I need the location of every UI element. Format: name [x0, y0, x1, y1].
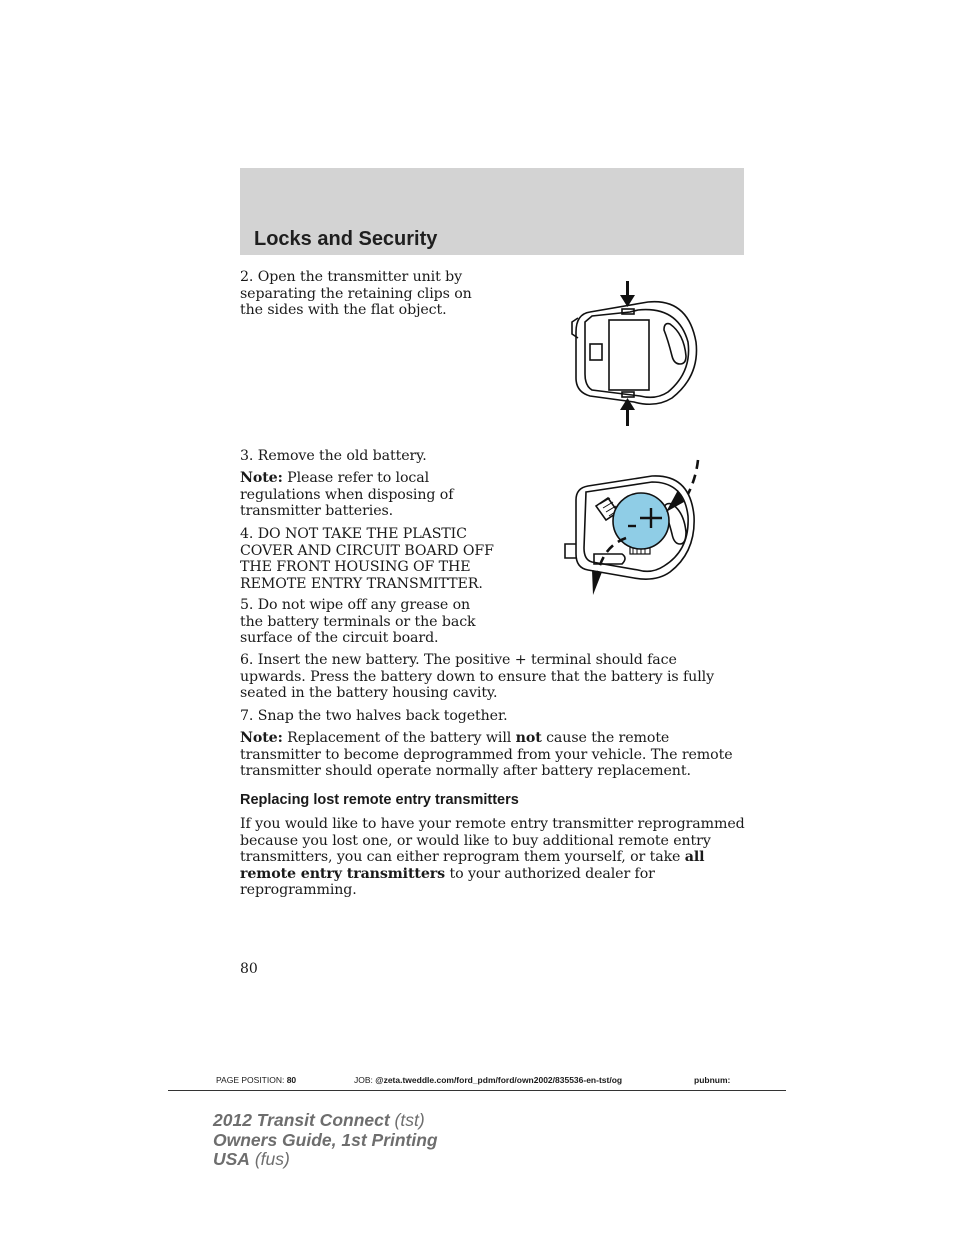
transmitter-open-clips-illustration	[560, 278, 702, 428]
footer-job	[354, 1075, 622, 1085]
note-disposal	[240, 470, 496, 520]
note-label: Note:	[240, 470, 283, 486]
footer-label: PAGE POSITION:	[216, 1075, 285, 1085]
section-header-band	[240, 168, 744, 255]
note-text: Replacement of the battery will	[282, 730, 516, 746]
note-deprogram	[240, 730, 746, 780]
step-3: 3. Remove the old battery.	[240, 448, 427, 464]
body-text: If you would like to have your remote entry transmitter reprogrammed because you lost one, or would like to buy additional remote entry transmitters, you can either reprogram them yourself, or take	[240, 816, 745, 865]
body-text: to your authorized dealer for reprogramming.	[240, 865, 655, 898]
footer-pubnum	[694, 1075, 730, 1085]
footer-value: 80	[286, 1075, 297, 1085]
step-7: 7. Snap the two halves back together.	[240, 708, 508, 724]
imprint-market-code: (fus)	[249, 1149, 290, 1169]
subheading-replacing-lost-transmitters: Replacing lost remote entry transmitters	[240, 792, 519, 808]
body-emphasis: all remote entry transmitters	[240, 849, 705, 882]
step-4: 4. DO NOT TAKE THE PLASTIC COVER AND CIRCUIT BOARD OFF THE FRONT HOUSING OF THE REMOTE ENTRY TRANSMITTER.	[240, 526, 494, 592]
imprint-model: 2012 Transit Connect	[213, 1110, 390, 1130]
print-imprint	[213, 1111, 438, 1170]
imprint-market-line	[213, 1150, 438, 1170]
note-text: Please refer to local regulations when disposing of transmitter batteries.	[240, 470, 454, 519]
footer-label: JOB:	[354, 1075, 373, 1085]
step-2: 2. Open the transmitter unit by separating the retaining clips on the sides with the flat object.	[240, 269, 472, 318]
imprint-market: USA	[213, 1149, 250, 1169]
note-emphasis: not	[515, 730, 542, 746]
imprint-model-line	[213, 1111, 438, 1131]
section-title: Locks and Security	[254, 228, 438, 250]
note-text: cause the remote transmitter to become deprogrammed from your vehicle. The remote transmitter should operate normally after battery replacement.	[240, 730, 733, 779]
note-label: Note:	[240, 730, 283, 746]
footer-value: @zeta.tweddle.com/ford_pdm/ford/own2002/835536-en-tst/og	[375, 1075, 623, 1085]
footer-label: pubnum:	[694, 1075, 731, 1085]
page-number: 80	[240, 961, 258, 977]
step-6: 6. Insert the new battery. The positive + terminal should face upwards. Press the battery down to ensure that the battery is fully seated in the battery housing cavity.	[240, 652, 714, 701]
footer-divider	[168, 1090, 786, 1091]
battery-removal-illustration	[560, 454, 705, 599]
replacing-body	[240, 816, 746, 899]
imprint-guide: Owners Guide, 1st Printing	[213, 1129, 438, 1150]
imprint-model-code: (tst)	[389, 1110, 425, 1130]
footer-page-position	[216, 1075, 296, 1085]
step-5: 5. Do not wipe off any grease on the battery terminals or the back surface of the circuit board.	[240, 597, 476, 646]
